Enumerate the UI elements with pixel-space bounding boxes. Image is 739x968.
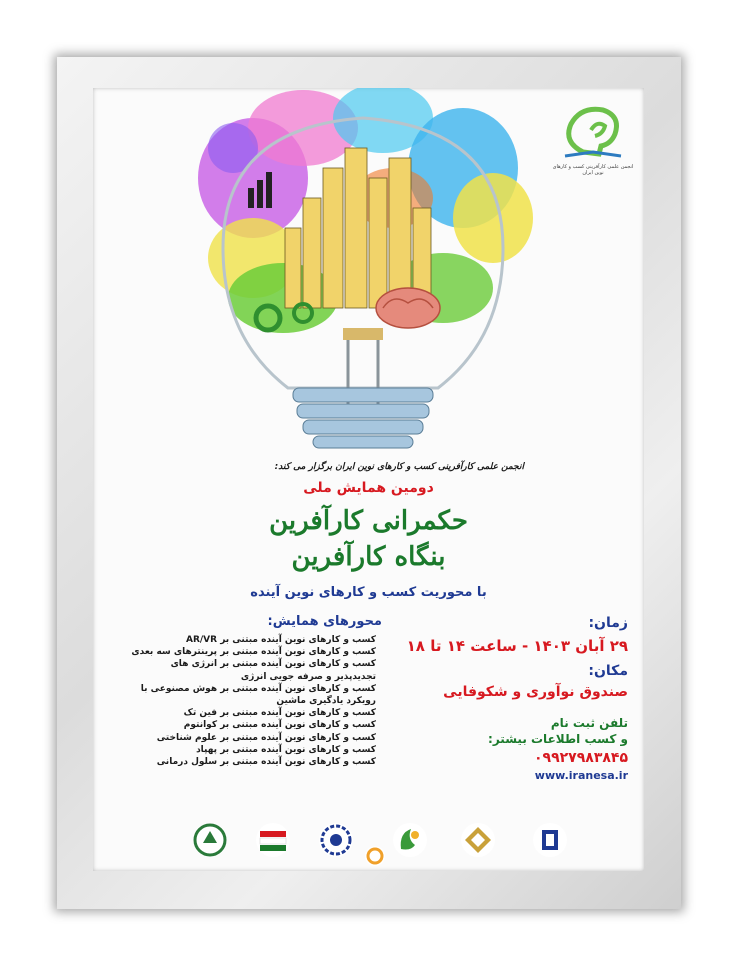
sponsor-logo-1-icon xyxy=(193,823,227,857)
axes-item: کسب و کارهای نوین آینده مبتنی بر پرینترهای سه بعدی xyxy=(131,647,376,658)
axes-item: تجدیدپذیر و صرفه جویی انرژی xyxy=(240,671,376,682)
axes-item: کسب و کارهای نوین آینده مبتنی بر سلول درمانی xyxy=(156,757,376,768)
contact-heading-2: و کسب اطلاعات بیشتر: xyxy=(488,732,628,746)
sponsor-logo-3-icon xyxy=(319,823,353,857)
lightbulb-illustration xyxy=(193,88,533,458)
subtitle: با محوریت کسب و کارهای نوین آینده xyxy=(250,585,487,600)
phone-number[interactable]: ۰۹۹۲۷۹۸۳۸۴۵ xyxy=(534,750,628,766)
axes-item: کسب و کارهای نوین آینده مبتنی بر پهپاد xyxy=(196,744,376,755)
axes-item: کسب و کارهای نوین آینده مبتنی بر فین تک xyxy=(183,708,376,719)
sponsor-logo-4-icon xyxy=(393,823,427,857)
place-heading: مکان: xyxy=(588,663,628,679)
axes-heading: محورهای همایش: xyxy=(267,614,382,629)
axes-item: کسب و کارهای نوین آینده مبتنی بر علوم شناختی xyxy=(156,732,376,743)
axes-item: کسب و کارهای نوین آینده مبتنی بر انرژی های xyxy=(170,659,376,670)
sponsor-logo-5-icon xyxy=(461,823,495,857)
sponsor-logo-7-icon xyxy=(365,846,385,866)
axes-item: کسب و کارهای نوین آینده مبتنی بر کوانتوم xyxy=(183,720,376,731)
sponsor-logo-6-icon xyxy=(533,823,567,857)
association-logo-icon xyxy=(553,102,633,162)
axes-item: رویکرد یادگیری ماشین xyxy=(276,696,376,707)
contact-heading-1: تلفن ثبت نام xyxy=(550,716,628,730)
website-link[interactable]: www.iranesa.ir xyxy=(534,769,628,782)
time-value: ۲۹ آبان ۱۴۰۳ - ساعت ۱۴ تا ۱۸ xyxy=(406,637,628,655)
sponsor-logo-2-icon xyxy=(256,823,290,857)
place-value: صندوق نوآوری و شکوفایی xyxy=(443,684,628,700)
axes-item: کسب و کارهای نوین آینده مبتنی بر AR/VR xyxy=(185,635,376,645)
title-line-1: حکمرانی کارآفرین xyxy=(269,506,468,536)
conference-number: دومین همایش ملی xyxy=(303,480,434,496)
axes-item: کسب و کارهای نوین آینده مبتنی بر هوش مصنوعی با xyxy=(140,683,376,694)
title-line-2: بنگاه کارآفرین xyxy=(291,542,446,572)
organizer-line: انجمن علمی کارآفرینی کسب و کارهای نوین ایران برگزار می کند: xyxy=(274,462,524,472)
conference-poster xyxy=(93,88,644,871)
time-heading: زمان: xyxy=(588,615,628,631)
association-logo-caption: انجمن علمی کارآفرینی کسب و کارهای نوین ایران xyxy=(552,164,634,176)
axes-list xyxy=(111,634,376,768)
